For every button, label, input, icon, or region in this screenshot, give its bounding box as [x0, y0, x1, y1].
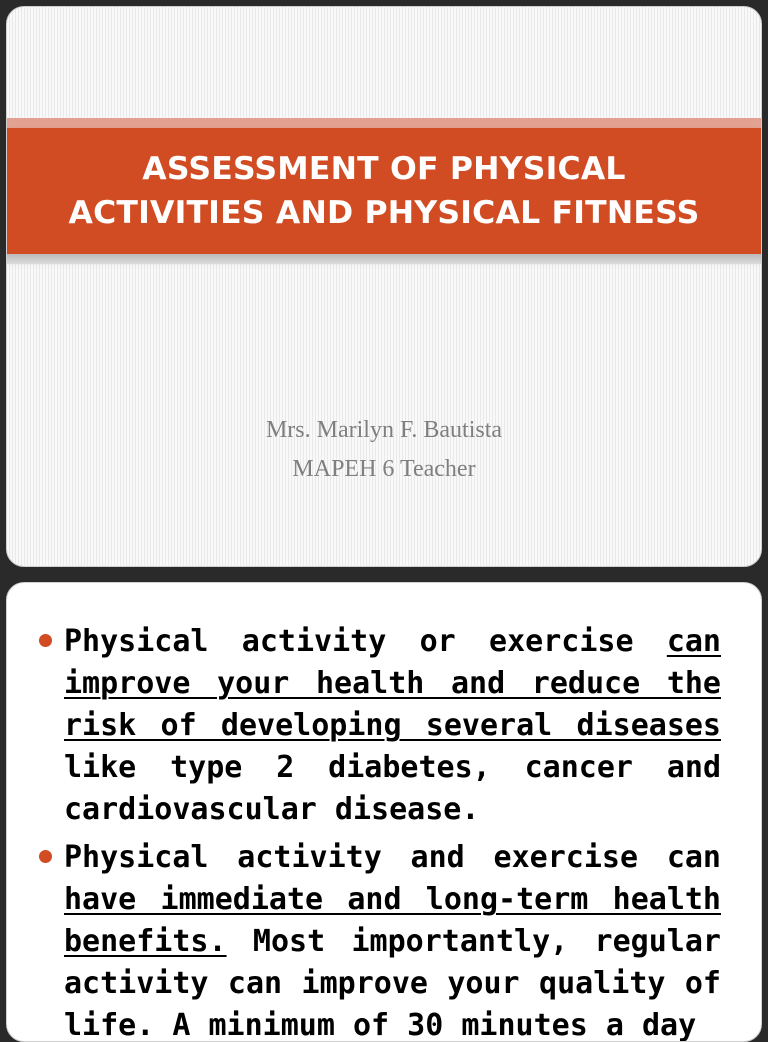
content-slide	[6, 582, 762, 1042]
bullet-text-plain: Physical activity and exercise can	[64, 840, 721, 875]
title-band	[7, 128, 761, 254]
bullet-dot-icon	[39, 850, 52, 863]
bullet-item	[37, 837, 721, 1042]
bullet-text-underlined: can improve your health and reduce the risk of developing several diseases	[64, 624, 721, 743]
title-band-accent	[7, 118, 761, 128]
slide-title-line-2: ACTIVITIES AND PHYSICAL FITNESS	[68, 195, 700, 231]
bullet-text-underlined: have immediate and long-term health benefits.	[64, 882, 721, 959]
bullet-text-plain: like type 2 diabetes, cancer and cardiovascular disease.	[64, 750, 721, 827]
bullet-list	[37, 621, 721, 1042]
presenter-name: Mrs. Marilyn F. Bautista	[265, 417, 503, 443]
presenter-role: MAPEH 6 Teacher	[292, 456, 476, 482]
bullet-text-plain: Physical activity or exercise	[64, 624, 667, 659]
presenter-block	[7, 411, 761, 489]
bullet-item	[37, 621, 721, 831]
bullet-text	[64, 621, 721, 831]
bullet-text-plain: Most importantly, regular activity can improve your quality of life. A minimum of 30 minutes a day	[64, 924, 721, 1042]
bullet-dot-icon	[39, 634, 52, 647]
title-slide	[6, 6, 762, 567]
bullet-text	[64, 837, 721, 1042]
title-band-shadow	[7, 254, 761, 264]
slide-title-line-1: ASSESSMENT OF PHYSICAL	[142, 151, 626, 187]
